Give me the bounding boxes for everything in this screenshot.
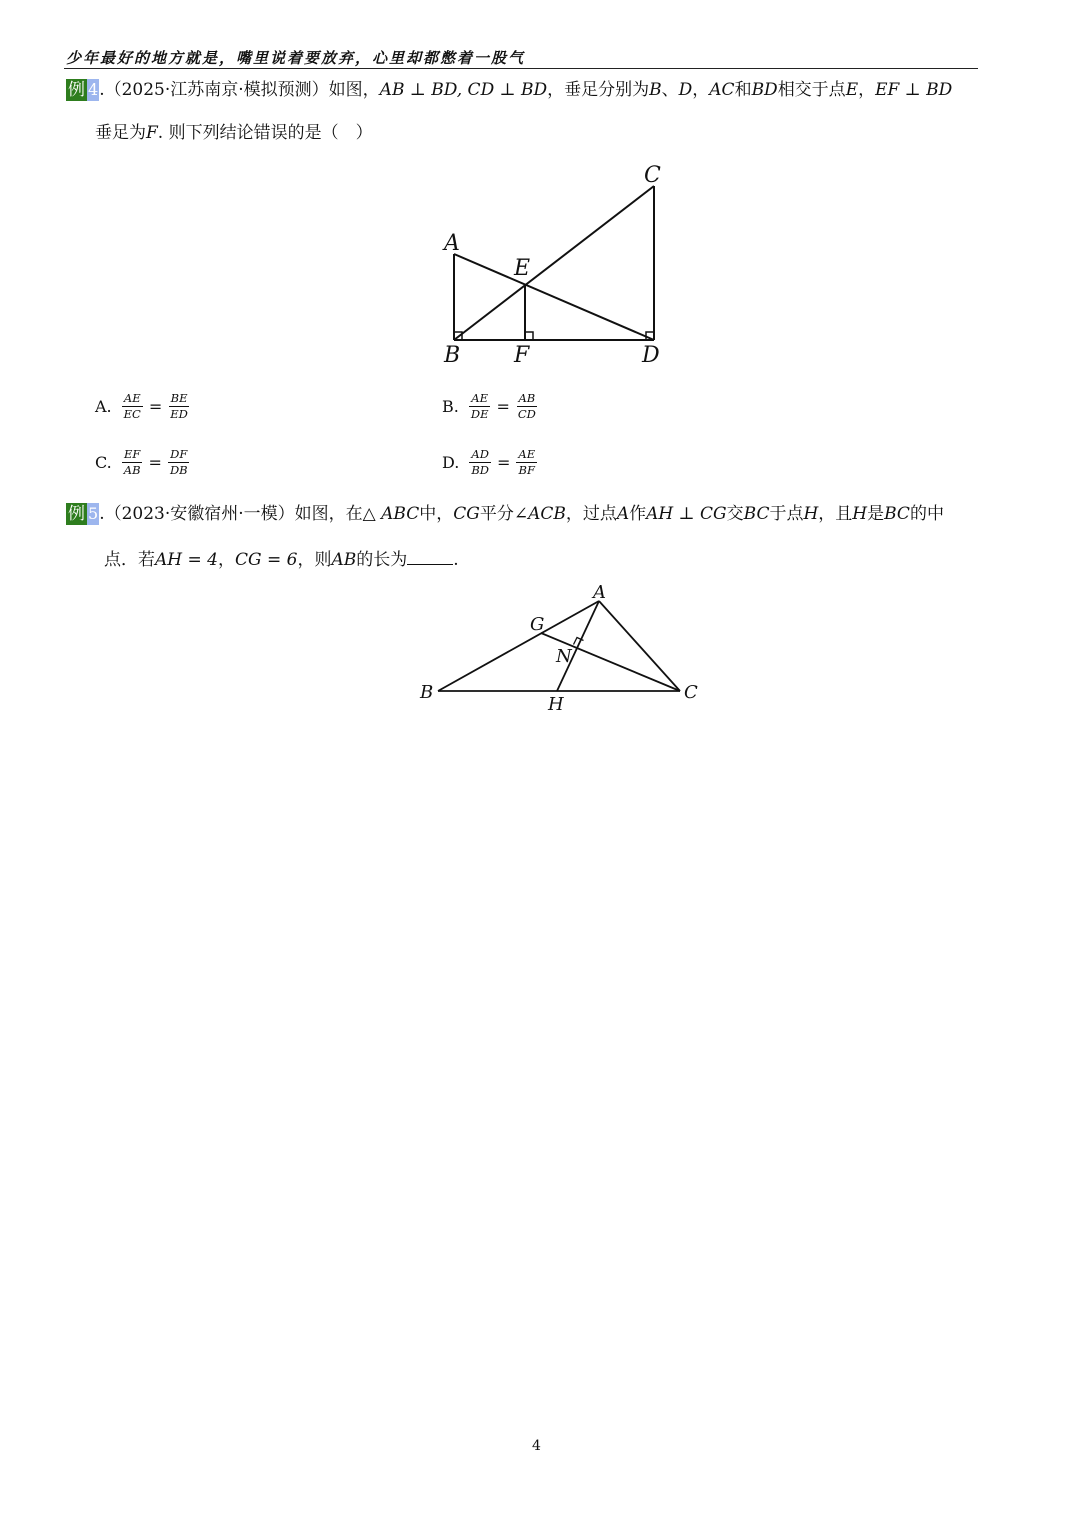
fraction: $\frac{EF}{AB}$ — [123, 447, 141, 477]
choice-letter: D. — [442, 453, 460, 472]
choice-d[interactable] — [442, 448, 537, 477]
fraction: $\frac{AD}{BD}$ — [471, 447, 490, 477]
example5-text1: 中， — [419, 504, 454, 524]
example5-line2 — [104, 548, 459, 571]
example4-pt-f: F — [146, 123, 158, 143]
example5-line2-end: . — [453, 550, 459, 570]
segment-bc — [454, 186, 654, 340]
segment-ba — [438, 601, 599, 691]
segment-ac — [599, 601, 680, 691]
example5-cg: CG — [453, 504, 480, 524]
example5-number: 5 — [88, 504, 99, 523]
example4-number: 4 — [88, 80, 99, 99]
example4-pt-d: D — [678, 80, 693, 100]
example4-source: .（2025·江苏南京·模拟预测）如图， — [99, 80, 380, 100]
fraction: $\frac{BE}{ED}$ — [170, 391, 188, 421]
label-a: A — [444, 231, 460, 256]
example4-figure — [430, 160, 680, 370]
label-c: C — [644, 163, 661, 188]
example4-bd: BD — [751, 80, 778, 100]
header-motto: 少年最好的地方就是，嘴里说着要放弃，心里却都憋着一股气 — [66, 49, 526, 67]
example5-pt-h: H — [803, 504, 819, 524]
example4-ef: EF ⊥ BD — [875, 80, 953, 100]
example5-line2-d: 的长为 — [356, 550, 408, 570]
header-divider — [64, 68, 978, 69]
equals-sign: = — [148, 397, 163, 416]
example5-text2: 平分 — [479, 504, 514, 524]
choice-c[interactable] — [95, 448, 190, 477]
example4-pt-b: B — [649, 80, 662, 100]
example5-triangle: △ ABC — [362, 504, 420, 524]
example5-pt-h2: H — [852, 504, 868, 524]
example5-badge: 例 — [68, 504, 85, 524]
example5-bc2: BC — [884, 504, 910, 524]
example4-line1 — [66, 79, 952, 101]
fraction: $\frac{AE}{EC}$ — [123, 391, 141, 421]
choice-letter: C. — [95, 453, 112, 472]
example5-source: .（2023·安徽宿州·一模）如图，在 — [99, 504, 363, 524]
example4-line2-a: 垂足为 — [95, 123, 146, 143]
segment-ad — [454, 254, 654, 340]
example4-line2 — [95, 122, 373, 144]
example5-ab: AB — [331, 550, 357, 570]
choice-b[interactable] — [442, 392, 538, 421]
example4-text1: ，垂足分别为 — [547, 80, 650, 100]
example4-badge: 例 — [68, 80, 85, 100]
label-h: H — [548, 694, 564, 715]
equals-sign: = — [496, 397, 510, 416]
example5-text6: 于点 — [769, 504, 804, 524]
equals-sign: = — [148, 453, 162, 472]
example5-figure — [410, 578, 710, 718]
example4-text2: ， — [692, 80, 710, 100]
label-c: C — [684, 682, 698, 703]
label-g: G — [530, 614, 545, 635]
example4-text3: 和 — [734, 80, 752, 100]
page-number: 4 — [532, 1438, 541, 1454]
example5-text8: 是 — [867, 504, 885, 524]
example5-pt-a: A — [616, 504, 630, 524]
label-d: D — [642, 343, 660, 368]
choice-a[interactable] — [95, 392, 190, 421]
choice-letter: A. — [95, 397, 112, 416]
label-n: N — [556, 646, 572, 667]
example4-sep1: 、 — [661, 80, 679, 100]
label-b: B — [420, 682, 434, 703]
example5-perp: AH ⊥ CG — [646, 504, 727, 524]
example5-line2-c: ，则 — [297, 550, 332, 570]
example5-angle: ∠ACB — [513, 504, 566, 524]
label-e: E — [514, 256, 531, 281]
right-angle-f — [525, 332, 533, 340]
example4-pt-e: E — [845, 80, 859, 100]
example5-bc1: BC — [743, 504, 770, 524]
example5-ah: AH = 4 — [155, 550, 218, 570]
example5-text7: ，且 — [818, 504, 853, 524]
label-f: F — [514, 343, 530, 368]
label-a: A — [593, 582, 606, 603]
example5-line2-b: ， — [217, 550, 235, 570]
equals-sign: = — [497, 453, 511, 472]
fraction: $\frac{AB}{CD}$ — [517, 391, 536, 421]
example5-text3: ，过点 — [565, 504, 617, 524]
example5-line2-a: 点．若 — [104, 550, 155, 570]
fraction: $\frac{DF}{DB}$ — [169, 447, 188, 477]
label-b: B — [444, 343, 461, 368]
example4-ac: AC — [709, 80, 735, 100]
example4-cond1: AB ⊥ BD, CD ⊥ BD — [379, 80, 548, 100]
example4-line2-b: . 则下列结论错误的是（ ） — [157, 123, 373, 143]
example4-text4: 相交于点 — [777, 80, 846, 100]
fraction: $\frac{AE}{DE}$ — [470, 391, 489, 421]
example5-text9: 的中 — [909, 504, 944, 524]
example5-line1 — [66, 503, 944, 525]
fraction: $\frac{AE}{BF}$ — [518, 447, 536, 477]
choice-letter: B. — [442, 397, 459, 416]
example5-cgval: CG = 6 — [234, 550, 298, 570]
example5-text4: 作 — [629, 504, 647, 524]
example4-text5: ， — [858, 80, 876, 100]
example5-text5: 交 — [726, 504, 744, 524]
answer-blank[interactable] — [407, 548, 453, 565]
